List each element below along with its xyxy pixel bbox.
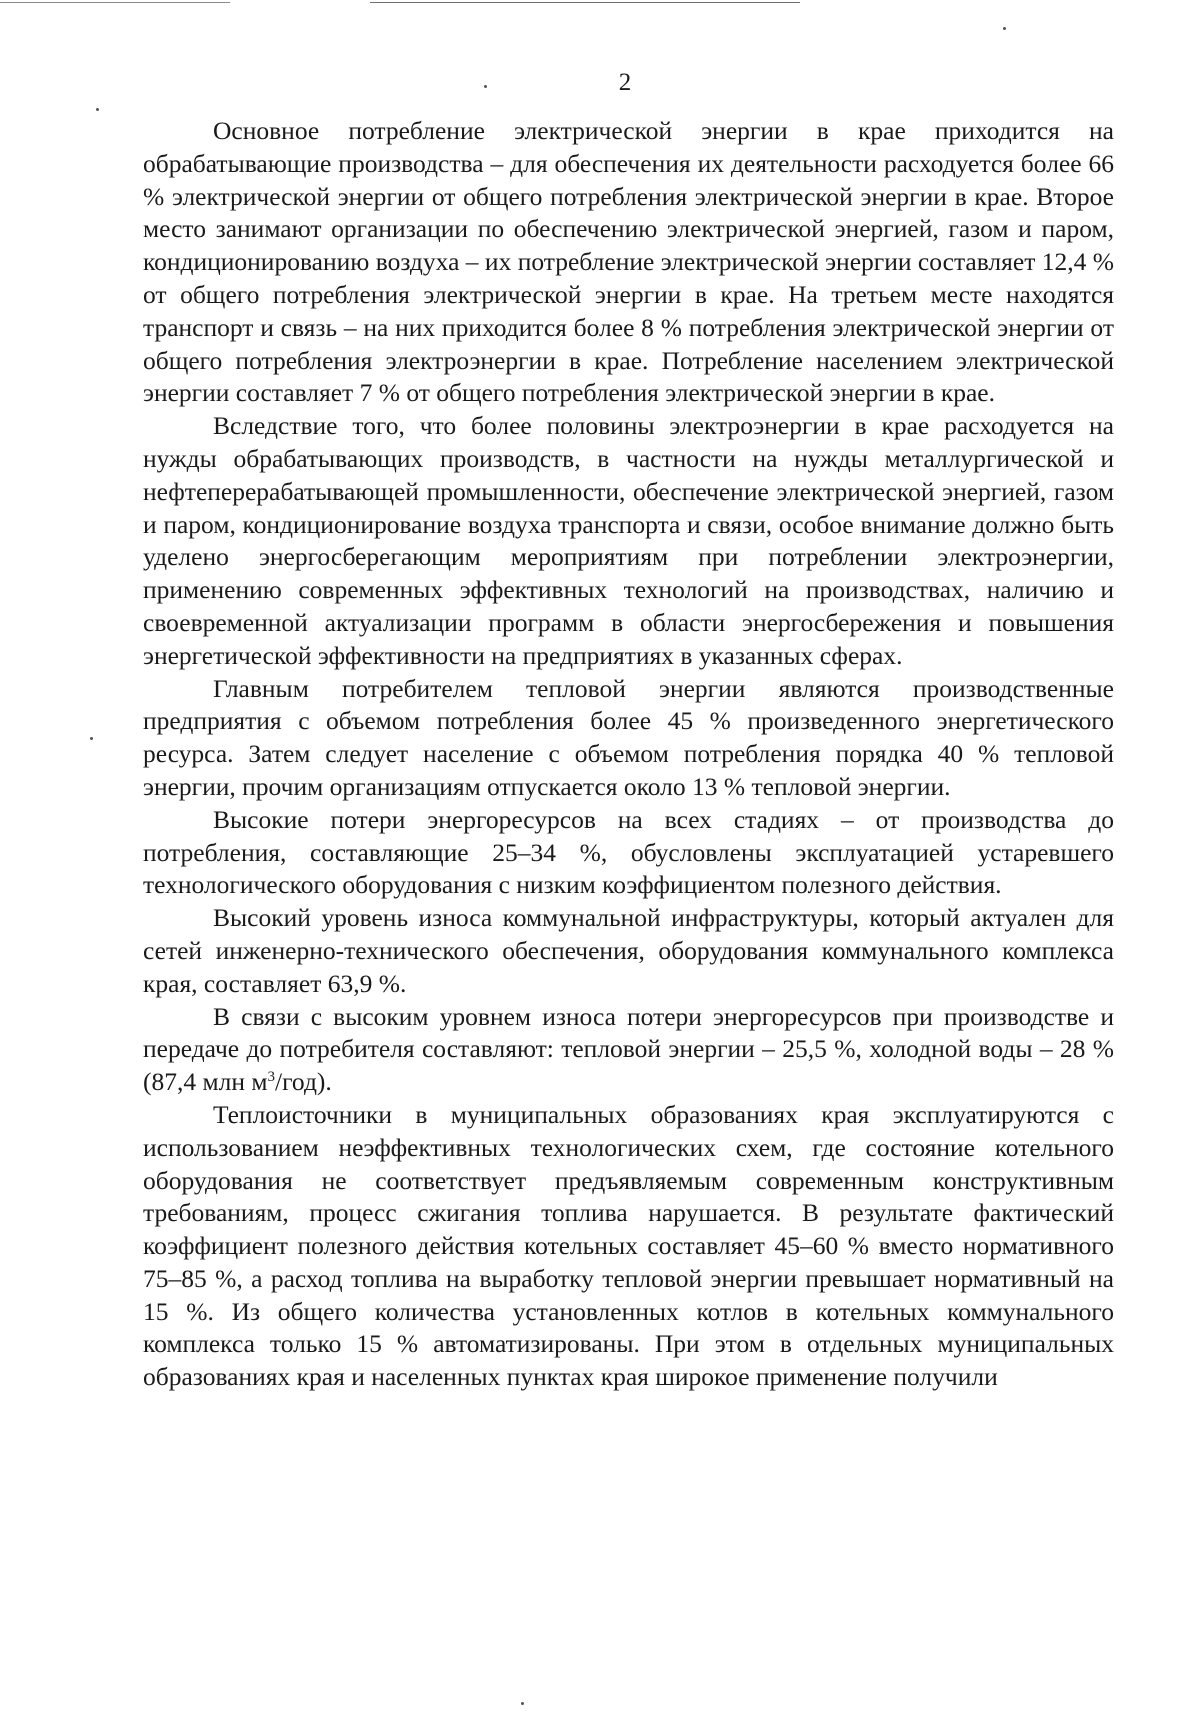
paragraph bbox=[143, 1001, 1114, 1099]
paragraph: Главным потребителем тепловой энергии являются производственные предприятия с объемом потребления более 45 % произведенного энергетического ресурса. Затем следует население с объемом потребления порядка 40 % тепловой энергии, прочим организациям отпускается около 13 % тепловой энергии. bbox=[143, 673, 1114, 801]
scan-artifact-dot bbox=[1003, 27, 1006, 30]
paragraph-text: /год). bbox=[275, 1067, 332, 1097]
superscript-cubic: 3 bbox=[267, 1069, 276, 1086]
paragraph: Теплоисточники в муниципальных образованиях края эксплуатируются с использованием неэффективных технологических схем, где состояние котельного оборудования не соответствует предъявляемым современным конструктивным требованиям, процесс сжигания топлива нарушается. В результате фактический коэффициент полезного действия котельных составляет 45–60 % вместо нормативного 75–85 %, а расход топлива на выработку тепловой энергии превышает нормативный на 15 %. Из общего количества установленных котлов в котельных коммунального комплекса только 15 % автоматизированы. При этом в отдельных муниципальных образованиях края и населенных пунктах края широкое применение получили bbox=[143, 1099, 1114, 1392]
paragraph: Высокие потери энергоресурсов на всех стадиях – от производства до потребления, составляющие 25–34 %, обусловлены эксплуатацией устаревшего технологического оборудования с низким коэффициентом полезного действия. bbox=[143, 804, 1114, 900]
scan-artifact-line bbox=[0, 2, 230, 3]
scan-artifact-line bbox=[370, 2, 800, 3]
scan-artifact-dot bbox=[90, 737, 93, 740]
paragraph: Высокий уровень износа коммунальной инфраструктуры, который актуален для сетей инженерно-технического обеспечения, оборудования коммунального комплекса края, составляет 63,9 %. bbox=[143, 903, 1114, 998]
scan-artifact-dot bbox=[521, 1702, 524, 1705]
scan-artifact-dot bbox=[96, 108, 99, 111]
document-body bbox=[143, 115, 1114, 1394]
paragraph: Основное потребление электрической энергии в крае приходится на обрабатывающие производства – для обеспечения их деятельности расходуется более 66 % электрической энергии от общего потребления электрической энергии в крае. Второе место занимают организации по обеспечению электрической энергией, газом и паром, кондиционированию воздуха – их потребление электрической энергии составляет 12,4 % от общего потребления электрической энергии в крае. На третьем месте находятся транспорт и связь – на них приходится более 8 % потребления электрической энергии от общего потребления электроэнергии в крае. Потребление населением электрической энергии составляет 7 % от общего потребления электрической энергии в крае. bbox=[143, 116, 1114, 408]
paragraph-text: В связи с высоким уровнем износа потери энергоресурсов при производстве и передаче до потребителя составляют: тепловой энергии – 25,5 %, холодной воды – 28 % (87,4 млн м bbox=[143, 1001, 1114, 1097]
paragraph: Вследствие того, что более половины электроэнергии в крае расходуется на нужды обрабатывающих производств, в частности на нужды металлургической и нефтеперерабатывающей промышленности, обеспечение электрической энергией, газом и паром, кондиционирование воздуха транспорта и связи, особое внимание должно быть уделено энергосберегающим мероприятиям при потреблении электроэнергии, применению современных эффективных технологий на производствах, наличию и своевременной актуализации программ в области энергосбережения и повышения энергетической эффективности на предприятиях в указанных сферах. bbox=[143, 411, 1114, 670]
page-number: 2 bbox=[618, 69, 632, 96]
